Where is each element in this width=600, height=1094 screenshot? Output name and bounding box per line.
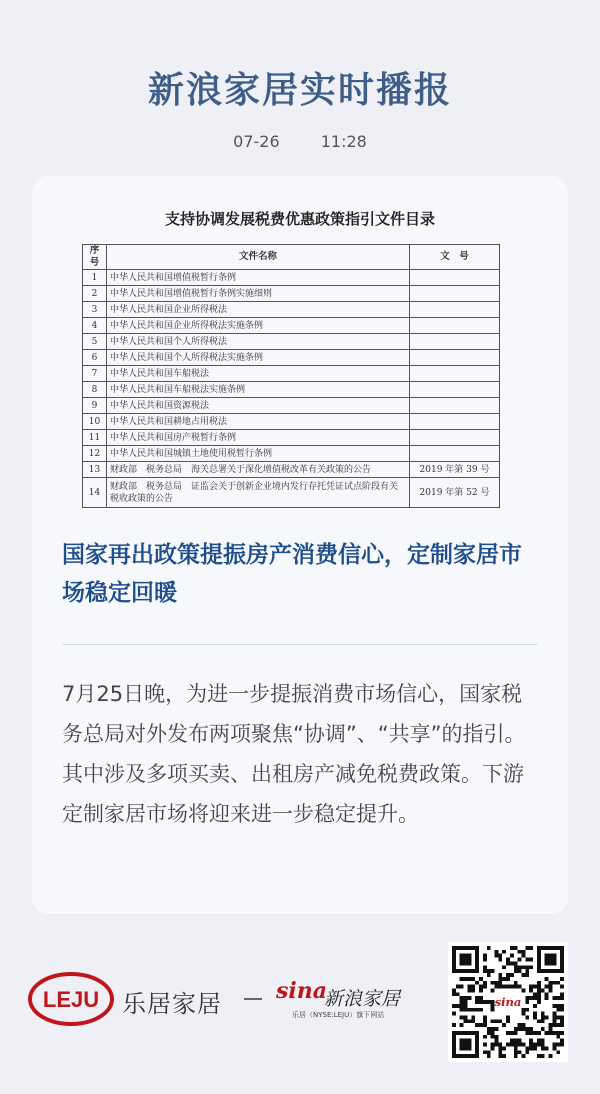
row-number: 6 xyxy=(83,350,107,366)
column-header: 序号 xyxy=(83,245,107,270)
article-headline: 国家再出政策提振房产消费信心，定制家居市场稳定回暖 xyxy=(62,542,522,606)
leju-brand-name: 乐居家居 xyxy=(122,990,222,1018)
footer xyxy=(0,930,600,1094)
leju-logo-text: LEJU xyxy=(42,987,100,1012)
row-number: 3 xyxy=(83,302,107,318)
table-row xyxy=(83,478,500,508)
row-doc-number xyxy=(410,414,500,430)
table-header-row xyxy=(83,245,500,270)
news-card xyxy=(32,176,568,914)
row-number: 10 xyxy=(83,414,107,430)
row-name: 中华人民共和国资源税法 xyxy=(107,398,410,414)
row-doc-number xyxy=(410,302,500,318)
row-name: 中华人民共和国增值税暂行条例实施细则 xyxy=(107,286,410,302)
timestamp xyxy=(0,132,600,151)
table-row xyxy=(83,382,500,398)
row-name: 财政部 税务总局 证监会关于创新企业境内发行存托凭证试点阶段有关税收政策的公告 xyxy=(107,478,410,508)
row-name: 中华人民共和国房产税暂行条例 xyxy=(107,430,410,446)
row-number: 13 xyxy=(83,462,107,478)
row-name: 中华人民共和国车船税法 xyxy=(107,366,410,382)
document-title: 支持协调发展税费优惠政策指引文件目录 xyxy=(164,210,435,228)
column-header: 文件名称 xyxy=(107,245,410,270)
column-header: 文 号 xyxy=(410,245,500,270)
row-number: 4 xyxy=(83,318,107,334)
table-row xyxy=(83,270,500,286)
row-name: 中华人民共和国企业所得税法 xyxy=(107,302,410,318)
table-row xyxy=(83,286,500,302)
policy-table xyxy=(82,244,500,508)
sina-logo: sina xyxy=(276,978,327,1004)
row-name: 中华人民共和国增值税暂行条例 xyxy=(107,270,410,286)
row-doc-number xyxy=(410,430,500,446)
row-doc-number: 2019 年第 39 号 xyxy=(410,462,500,478)
row-name: 中华人民共和国车船税法实施条例 xyxy=(107,382,410,398)
article-body: 7月25日晚，为进一步提振消费市场信心，国家税务总局对外发布两项聚焦“协调”、“共享”的指引。其中涉及多项买卖、出租房产减免税费政策。下游定制家居市场将迎来进一步稳定提升。 xyxy=(62,682,526,826)
page-title: 新浪家居实时播报 xyxy=(147,70,452,111)
time-text: 11:28 xyxy=(320,132,367,151)
row-doc-number xyxy=(410,318,500,334)
table-row xyxy=(83,430,500,446)
separator-dash xyxy=(244,998,262,1000)
table-row xyxy=(83,462,500,478)
row-doc-number xyxy=(410,398,500,414)
row-doc-number xyxy=(410,270,500,286)
row-name: 中华人民共和国个人所得税法 xyxy=(107,334,410,350)
table-row xyxy=(83,350,500,366)
row-number: 5 xyxy=(83,334,107,350)
row-name: 中华人民共和国城镇土地使用税暂行条例 xyxy=(107,446,410,462)
table-row xyxy=(83,366,500,382)
row-name: 中华人民共和国耕地占用税法 xyxy=(107,414,410,430)
row-number: 1 xyxy=(83,270,107,286)
table-body xyxy=(83,270,500,508)
row-number: 2 xyxy=(83,286,107,302)
table-row xyxy=(83,398,500,414)
leju-logo xyxy=(28,972,114,1026)
row-doc-number xyxy=(410,382,500,398)
row-number: 12 xyxy=(83,446,107,462)
row-number: 7 xyxy=(83,366,107,382)
divider xyxy=(62,644,538,645)
row-name: 财政部 税务总局 海关总署关于深化增值税改革有关政策的公告 xyxy=(107,462,410,478)
row-number: 9 xyxy=(83,398,107,414)
document-image xyxy=(32,176,568,516)
row-doc-number xyxy=(410,334,500,350)
row-doc-number xyxy=(410,350,500,366)
row-doc-number: 2019 年第 52 号 xyxy=(410,478,500,508)
sina-brand-name: 新浪家居 xyxy=(324,988,401,1010)
sina-subtitle: 乐居（NYSE:LEJU）旗下网站 xyxy=(292,1011,385,1019)
table-row xyxy=(83,446,500,462)
table-row xyxy=(83,318,500,334)
qr-center-label: sina xyxy=(494,995,522,1010)
row-name: 中华人民共和国个人所得税法实施条例 xyxy=(107,350,410,366)
row-number: 14 xyxy=(83,478,107,508)
table-row xyxy=(83,334,500,350)
row-doc-number xyxy=(410,286,500,302)
row-doc-number xyxy=(410,366,500,382)
row-number: 8 xyxy=(83,382,107,398)
qr-code-icon xyxy=(448,942,568,1062)
row-doc-number xyxy=(410,446,500,462)
table-row xyxy=(83,414,500,430)
date-text: 07-26 xyxy=(233,132,280,151)
row-name: 中华人民共和国企业所得税法实施条例 xyxy=(107,318,410,334)
table-row xyxy=(83,302,500,318)
row-number: 11 xyxy=(83,430,107,446)
